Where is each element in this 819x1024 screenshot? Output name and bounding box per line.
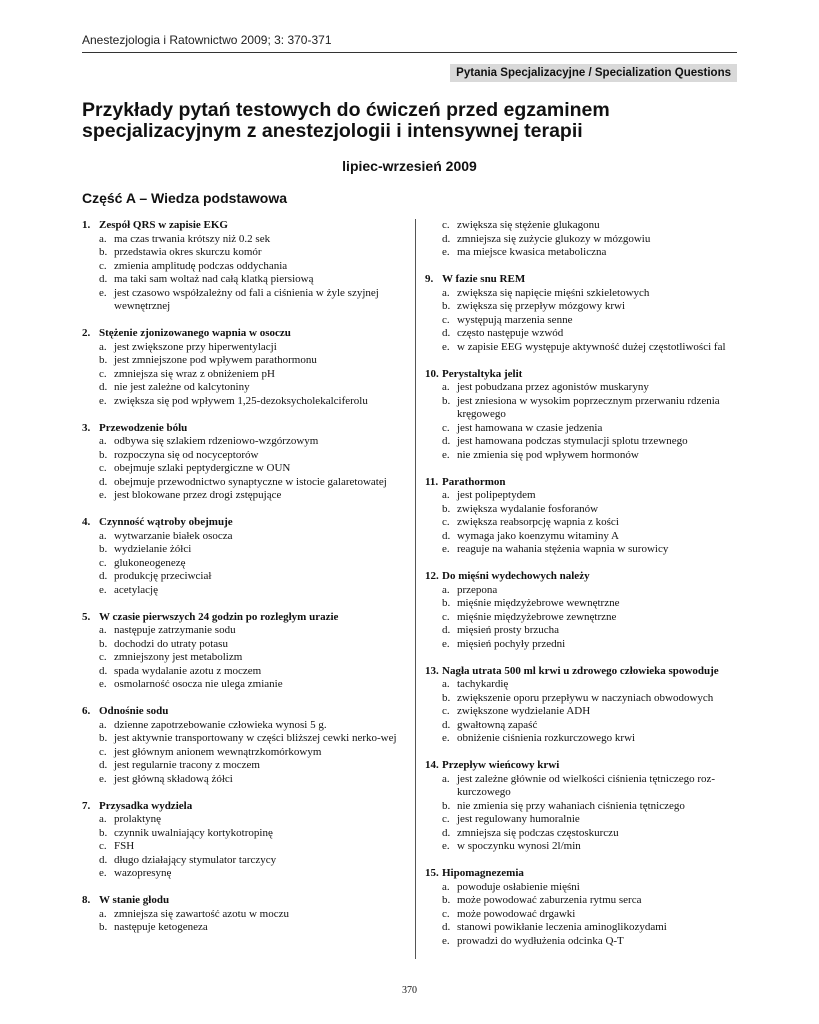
option-text: jest regularnie tracony z moczem	[114, 759, 260, 771]
option-letter: d.	[442, 232, 451, 245]
question-item	[425, 368, 743, 463]
question-heading	[425, 273, 743, 287]
answer-option	[425, 381, 743, 395]
option-text: wydzielanie żółci	[114, 543, 192, 555]
option-text: obniżenie ciśnienia rozkurczowego krwi	[457, 732, 636, 744]
answer-option	[82, 435, 404, 449]
column-divider	[415, 219, 416, 959]
option-text: przepona	[457, 583, 498, 596]
question-number: 1.	[82, 219, 91, 231]
question-item	[82, 705, 404, 786]
question-heading	[425, 665, 743, 679]
option-letter: a.	[442, 772, 450, 785]
question-number: 2.	[82, 327, 91, 339]
option-letter: e.	[442, 934, 450, 947]
option-letter: b.	[442, 691, 451, 704]
question-item	[425, 476, 743, 557]
option-text: wymaga jako koenzymu witaminy A	[457, 529, 619, 542]
answer-option	[425, 597, 743, 611]
option-letter: b.	[99, 448, 108, 461]
answer-option	[82, 827, 404, 841]
option-letter: b.	[99, 543, 108, 555]
option-letter: c.	[442, 313, 450, 326]
option-letter: c.	[99, 840, 107, 852]
question-heading	[82, 800, 404, 814]
option-text: występują marzenia senne	[457, 313, 573, 326]
right-column	[425, 219, 743, 962]
answer-option	[82, 732, 404, 746]
option-letter: a.	[99, 340, 107, 353]
option-text: jest główną składową żółci	[114, 772, 233, 785]
part-heading: Część A – Wiedza podstawowa	[82, 190, 287, 206]
option-letter: e.	[442, 246, 450, 258]
option-letter: e.	[442, 840, 450, 852]
option-letter: c.	[99, 651, 107, 663]
question-item	[82, 516, 404, 597]
option-letter: d.	[99, 664, 108, 677]
answer-option	[82, 813, 404, 827]
question-title: Perystaltyka jelit	[442, 367, 523, 380]
option-text: spada wydalanie azotu z moczem	[114, 664, 262, 677]
option-text: jest pobudzana przez agonistów muskaryny	[457, 381, 649, 393]
option-letter: a.	[442, 286, 450, 299]
option-letter: e.	[99, 583, 107, 596]
answer-option	[425, 935, 743, 949]
option-letter: a.	[99, 718, 107, 731]
question-title: Do mięśni wydechowych należy	[442, 570, 590, 582]
option-text: powoduje osłabienie mięśni	[457, 880, 580, 893]
option-text: zmniejsza się wraz z obniżeniem pH	[114, 367, 275, 380]
option-letter: a.	[99, 907, 107, 920]
option-text: jest czasowo współzależny od fali a ciśnienia w żyle szyjnej wewnętrznej	[114, 286, 379, 312]
option-letter: c.	[442, 610, 450, 623]
option-text: prowadzi do wydłużenia odcinka Q-T	[457, 934, 624, 947]
answer-option	[425, 219, 743, 233]
option-letter: d.	[442, 624, 451, 636]
option-letter: d.	[442, 718, 451, 731]
option-text: ma czas trwania krótszy niż 0.2 sek	[114, 232, 271, 245]
option-text: zwiększa się napięcie mięśni szkieletowych	[457, 286, 650, 299]
option-letter: e.	[99, 867, 107, 879]
answer-option	[82, 381, 404, 395]
option-letter: a.	[99, 813, 107, 825]
option-letter: e.	[99, 286, 107, 299]
option-text: mięsień prosty brzucha	[457, 624, 560, 636]
question-item	[82, 611, 404, 692]
question-heading	[82, 422, 404, 436]
option-letter: d.	[442, 529, 451, 542]
answer-option	[425, 287, 743, 301]
question-item	[425, 570, 743, 651]
option-letter: d.	[442, 435, 451, 447]
option-letter: b.	[99, 637, 108, 650]
option-text: jest zwiększone przy hiperwentylacji	[114, 340, 277, 353]
page-number: 370	[402, 985, 417, 996]
answer-option	[82, 233, 404, 247]
question-number: 4.	[82, 516, 91, 528]
option-text: nie zmienia się pod wpływem hormonów	[457, 448, 639, 461]
answer-option	[425, 327, 743, 341]
question-number: 9.	[425, 273, 434, 285]
option-letter: c.	[442, 907, 450, 920]
option-text: stanowi powikłanie leczenia aminoglikozydami	[457, 921, 667, 933]
option-letter: b.	[99, 826, 108, 839]
option-text: zwiększa się przepływ mózgowy krwi	[457, 300, 626, 312]
option-letter: d.	[442, 826, 451, 839]
option-letter: c.	[442, 516, 450, 528]
answer-option	[425, 638, 743, 652]
option-letter: e.	[442, 543, 450, 555]
question-number: 3.	[82, 421, 91, 434]
option-text: dochodzi do utraty potasu	[114, 637, 228, 650]
answer-option	[82, 449, 404, 463]
option-letter: a.	[99, 435, 107, 447]
answer-option	[82, 854, 404, 868]
answer-option	[425, 503, 743, 517]
answer-option	[82, 530, 404, 544]
option-text: wytwarzanie białek osocza	[114, 529, 233, 542]
page-title	[82, 100, 742, 142]
option-letter: a.	[442, 880, 450, 893]
option-letter: d.	[99, 853, 108, 866]
option-text: nie jest zależne od kalcytoniny	[114, 381, 250, 393]
option-letter: c.	[99, 259, 107, 272]
option-letter: a.	[442, 583, 450, 596]
answer-option	[82, 368, 404, 382]
option-text: mięsień pochyły przedni	[457, 637, 566, 650]
question-item	[425, 759, 743, 854]
option-text: gwałtowną zapaść	[457, 718, 538, 731]
question-heading	[425, 570, 743, 584]
answer-option	[82, 354, 404, 368]
option-text: zwiększa się stężenie glukagonu	[457, 219, 600, 231]
option-letter: d.	[99, 759, 108, 771]
answer-option	[425, 840, 743, 854]
answer-option	[82, 773, 404, 787]
option-text: prolaktynę	[114, 813, 162, 825]
option-letter: a.	[99, 624, 107, 636]
option-letter: e.	[99, 394, 107, 407]
option-letter: b.	[442, 597, 451, 609]
answer-option	[82, 665, 404, 679]
option-letter: e.	[442, 637, 450, 650]
option-letter: b.	[442, 394, 451, 407]
option-text: jest zależne głównie od wielkości ciśnienia tętniczego roz-kurczowego	[457, 772, 716, 798]
option-text: w zapisie EEG występuje aktywność dużej częstotliwości fal	[457, 340, 726, 353]
section-tag: Pytania Specjalizacyjne / Specialization Questions	[450, 64, 737, 82]
option-letter: c.	[442, 813, 450, 825]
option-text: jest blokowane przez drogi zstępujące	[114, 489, 282, 501]
option-text: jest hamowana podczas stymulacji splotu trzewnego	[457, 435, 688, 447]
answer-option	[82, 476, 404, 490]
option-text: zmniejsza się zużycie glukozy w mózgowiu	[457, 232, 651, 245]
question-item	[82, 219, 404, 314]
answer-option	[425, 773, 743, 800]
question-heading	[425, 368, 743, 382]
answer-option	[82, 921, 404, 935]
answer-option	[425, 233, 743, 247]
answer-option	[82, 759, 404, 773]
answer-option	[82, 260, 404, 274]
option-letter: d.	[99, 570, 108, 582]
answer-option	[425, 894, 743, 908]
option-letter: b.	[99, 732, 108, 744]
option-letter: e.	[99, 489, 107, 501]
answer-option	[82, 678, 404, 692]
option-text: następuje ketogeneza	[114, 921, 208, 933]
option-text: zmienia amplitudę podczas oddychania	[114, 259, 288, 272]
answer-option	[82, 840, 404, 854]
option-letter: c.	[442, 421, 450, 434]
option-letter: a.	[442, 678, 450, 690]
option-text: obejmuje przewodnictwo synaptyczne w istocie galaretowatej	[114, 475, 387, 488]
question-heading	[82, 894, 404, 908]
option-letter: e.	[99, 772, 107, 785]
answer-option	[82, 543, 404, 557]
journal-citation: Anestezjologia i Ratownictwo 2009; 3: 370-371	[82, 33, 332, 47]
option-text: tachykardię	[457, 678, 509, 690]
question-title: Odnośnie sodu	[99, 705, 169, 717]
option-text: następuje zatrzymanie sodu	[114, 624, 236, 636]
option-text: zwiększa wydalanie fosforanów	[457, 502, 599, 515]
question-number: 8.	[82, 894, 91, 906]
option-letter: a.	[442, 381, 450, 393]
option-text: FSH	[114, 840, 135, 852]
question-item	[82, 894, 404, 935]
question-heading	[82, 516, 404, 530]
option-letter: b.	[442, 894, 451, 906]
question-number: 5.	[82, 610, 91, 623]
option-letter: b.	[99, 354, 108, 366]
answer-option	[425, 732, 743, 746]
option-letter: c.	[442, 219, 450, 231]
option-text: rozpoczyna się od nocyceptorów	[114, 448, 259, 461]
answer-option	[82, 867, 404, 881]
question-number: 6.	[82, 705, 91, 717]
option-letter: e.	[442, 732, 450, 744]
option-text: jest polipeptydem	[457, 489, 536, 501]
option-text: zmniejsza się zawartość azotu w moczu	[114, 907, 290, 920]
option-letter: a.	[99, 232, 107, 245]
answer-option	[425, 543, 743, 557]
answer-option	[82, 489, 404, 503]
answer-option	[425, 881, 743, 895]
question-title: Zespół QRS w zapisie EKG	[99, 219, 228, 231]
question-title: Przewodzenie bólu	[99, 421, 188, 434]
question-heading	[425, 867, 743, 881]
answer-option	[425, 395, 743, 422]
question-item	[425, 665, 743, 746]
option-letter: c.	[99, 367, 107, 380]
question-title: W fazie snu REM	[442, 273, 526, 285]
option-letter: b.	[442, 300, 451, 312]
option-text: jest regulowany humoralnie	[457, 813, 580, 825]
option-text: zmniejszony jest metabolizm	[114, 651, 243, 663]
option-letter: c.	[99, 556, 107, 569]
answer-option	[82, 287, 404, 314]
question-title: Czynność wątroby obejmuje	[99, 516, 233, 528]
question-continued	[425, 219, 743, 260]
issue-date: lipiec-wrzesień 2009	[342, 158, 477, 174]
answer-option	[82, 246, 404, 260]
question-title: Stężenie zjonizowanego wapnia w osoczu	[99, 327, 291, 339]
answer-option	[82, 746, 404, 760]
answer-option	[425, 705, 743, 719]
option-text: mięśnie międzyżebrowe zewnętrzne	[457, 610, 617, 623]
answer-option	[82, 719, 404, 733]
answer-option	[82, 584, 404, 598]
question-title: Hipomagnezemia	[442, 867, 524, 879]
question-item	[82, 327, 404, 408]
option-letter: d.	[99, 381, 108, 393]
option-text: obejmuje szlaki peptydergiczne w OUN	[114, 462, 291, 474]
answer-option	[425, 435, 743, 449]
option-text: jest hamowana w czasie jedzenia	[457, 421, 603, 434]
question-title: Nagła utrata 500 ml krwi u zdrowego człowieka spowoduje	[442, 664, 719, 677]
option-letter: c.	[99, 462, 107, 474]
option-letter: b.	[442, 502, 451, 515]
option-text: długo działający stymulator tarczycy	[114, 853, 277, 866]
answer-option	[425, 692, 743, 706]
option-letter: a.	[99, 529, 107, 542]
option-text: glukoneogenezę	[114, 556, 186, 569]
left-column	[82, 219, 404, 948]
answer-option	[425, 341, 743, 355]
option-letter: d.	[442, 327, 451, 339]
option-text: ma miejsce kwasica metaboliczna	[457, 246, 607, 258]
option-text: acetylację	[114, 583, 158, 596]
question-number: 7.	[82, 799, 91, 812]
answer-option	[82, 570, 404, 584]
answer-option	[425, 516, 743, 530]
answer-option	[82, 557, 404, 571]
option-text: dzienne zapotrzebowanie człowieka wynosi 5 g.	[114, 718, 327, 731]
title-line-2: specjalizacyjnym z anestezjologii i intensywnej terapii	[82, 120, 583, 142]
question-number: 11.	[425, 475, 439, 488]
option-text: przedstawia okres skurczu komór	[114, 246, 262, 258]
option-text: zwiększenie oporu przepływu w naczyniach obwodowych	[457, 691, 714, 704]
answer-option	[82, 462, 404, 476]
option-letter: d.	[442, 921, 451, 933]
option-text: jest zniesiona w wysokim poprzecznym przerwaniu rdzenia kręgowego	[457, 394, 720, 420]
question-title: W stanie głodu	[99, 894, 170, 906]
option-text: może powodować drgawki	[457, 907, 576, 920]
option-text: mięśnie międzyżebrowe wewnętrzne	[457, 597, 620, 609]
option-text: zwiększone wydzielanie ADH	[457, 705, 591, 717]
question-heading	[425, 759, 743, 773]
option-letter: a.	[442, 489, 450, 501]
question-title: Przysadka wydziela	[99, 799, 193, 812]
answer-option	[425, 827, 743, 841]
option-letter: e.	[442, 340, 450, 353]
answer-option	[82, 908, 404, 922]
question-title: Przepływ wieńcowy krwi	[442, 759, 560, 771]
option-letter: e.	[442, 448, 450, 461]
answer-option	[82, 273, 404, 287]
question-number: 14.	[425, 759, 439, 771]
option-text: reaguje na wahania stężenia wapnia w surowicy	[457, 543, 669, 555]
question-number: 12.	[425, 570, 439, 582]
option-letter: b.	[99, 921, 108, 933]
answer-option	[425, 489, 743, 503]
option-text: jest aktywnie transportowany w części bliższej cewki nerko-wej	[114, 732, 397, 744]
option-text: może powodować zaburzenia rytmu serca	[457, 894, 642, 906]
answer-option	[425, 449, 743, 463]
question-heading	[82, 219, 404, 233]
question-item	[82, 800, 404, 881]
option-text: jest zmniejszone pod wpływem parathormonu	[114, 354, 317, 366]
option-text: nie zmienia się przy wahaniach ciśnienia tętniczego	[457, 799, 685, 812]
option-text: produkcję przeciwciał	[114, 570, 212, 582]
title-line-1: Przykłady pytań testowych do ćwiczeń przed egzaminem	[82, 99, 610, 121]
answer-option	[425, 678, 743, 692]
question-title: Parathormon	[442, 475, 506, 488]
header-rule	[82, 52, 737, 53]
option-letter: d.	[99, 475, 108, 488]
option-text: osmolarność osocza nie ulega zmianie	[114, 678, 283, 690]
question-heading	[82, 327, 404, 341]
question-number: 10.	[425, 367, 439, 380]
answer-option	[425, 800, 743, 814]
option-letter: c.	[442, 705, 450, 717]
question-number: 15.	[425, 867, 439, 879]
answer-option	[82, 624, 404, 638]
answer-option	[425, 624, 743, 638]
answer-option	[425, 530, 743, 544]
question-item	[425, 867, 743, 948]
option-letter: d.	[99, 273, 108, 285]
option-text: jest głównym anionem wewnątrzkomórkowym	[114, 745, 322, 758]
option-text: często następuje wzwód	[457, 327, 564, 339]
option-text: odbywa się szlakiem rdzeniowo-wzgórzowym	[114, 435, 319, 447]
question-heading	[425, 476, 743, 490]
option-text: zmniejsza się podczas częstoskurczu	[457, 826, 619, 839]
answer-option	[425, 584, 743, 598]
question-number: 13.	[425, 664, 439, 677]
answer-option	[425, 813, 743, 827]
option-text: ma taki sam woltaż nad całą klatką piersiową	[114, 273, 314, 285]
answer-option	[82, 341, 404, 355]
answer-option	[425, 422, 743, 436]
question-item	[82, 422, 404, 503]
answer-option	[425, 246, 743, 260]
option-text: zwiększa się pod wpływem 1,25-dezoksycholekalciferolu	[114, 394, 368, 407]
question-heading	[82, 611, 404, 625]
option-letter: c.	[99, 745, 107, 758]
answer-option	[425, 908, 743, 922]
answer-option	[425, 314, 743, 328]
option-text: wazopresynę	[114, 867, 172, 879]
question-title: W czasie pierwszych 24 godzin po rozległym urazie	[99, 610, 339, 623]
option-text: w spoczynku wynosi 2l/min	[457, 840, 581, 852]
answer-option	[82, 395, 404, 409]
answer-option	[425, 921, 743, 935]
answer-option	[82, 638, 404, 652]
question-heading	[82, 705, 404, 719]
option-text: czynnik uwalniający kortykotropinę	[114, 826, 273, 839]
question-item	[425, 273, 743, 354]
answer-option	[82, 651, 404, 665]
option-letter: b.	[442, 799, 451, 812]
option-text: zwiększa reabsorpcję wapnia z kości	[457, 516, 619, 528]
answer-option	[425, 300, 743, 314]
answer-option	[425, 719, 743, 733]
answer-option	[425, 611, 743, 625]
option-letter: e.	[99, 678, 107, 690]
option-letter: b.	[99, 246, 108, 258]
